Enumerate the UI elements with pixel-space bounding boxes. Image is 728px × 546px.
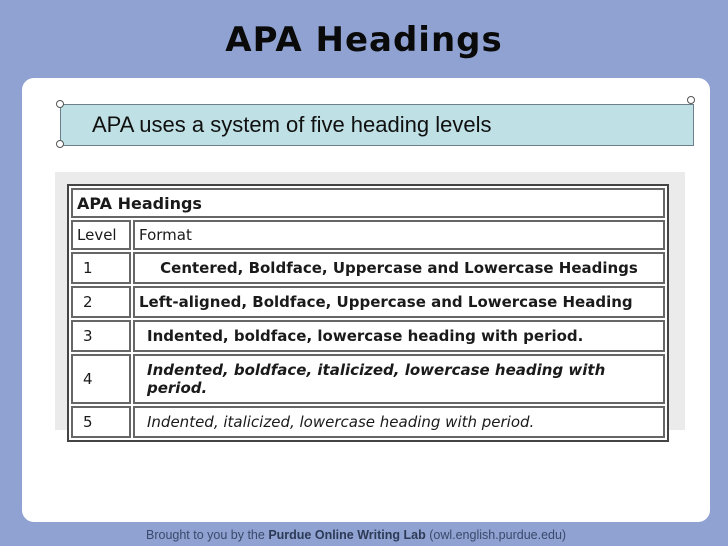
row-level: 1: [71, 252, 131, 284]
footer-suffix: (owl.english.purdue.edu): [425, 528, 567, 542]
table-header-row: [71, 220, 665, 250]
row-level: 2: [71, 286, 131, 318]
table-row: [71, 354, 665, 404]
row-format: Centered, Boldface, Uppercase and Lowercase Headings: [133, 252, 665, 284]
slide-title: APA Headings: [225, 20, 503, 60]
table-row: [71, 252, 665, 284]
table-image: [55, 172, 685, 430]
row-level: 4: [71, 354, 131, 404]
table-row: [71, 406, 665, 438]
scroll-curl-icon: [56, 140, 64, 148]
table-row: [71, 286, 665, 318]
header-level: Level: [71, 220, 131, 250]
footer-prefix: Brought to you by the: [146, 528, 269, 542]
row-format: Indented, boldface, lowercase heading with period.: [133, 320, 665, 352]
scroll-curl-icon: [56, 100, 64, 108]
row-format: Indented, italicized, lowercase heading with period.: [133, 406, 665, 438]
banner-text: APA uses a system of five heading levels: [92, 112, 492, 137]
row-format: Left-aligned, Boldface, Uppercase and Lowercase Heading: [133, 286, 665, 318]
row-level: 3: [71, 320, 131, 352]
header-format: Format: [133, 220, 665, 250]
table-row: [71, 320, 665, 352]
row-level: 5: [71, 406, 131, 438]
footer-org: Purdue Online Writing Lab: [268, 528, 426, 542]
footer-credit: [146, 528, 566, 542]
scroll-curl-icon: [687, 96, 695, 104]
apa-headings-table: [67, 184, 669, 442]
table-caption: APA Headings: [71, 188, 665, 218]
row-format: Indented, boldface, italicized, lowercase heading with period.: [133, 354, 665, 404]
